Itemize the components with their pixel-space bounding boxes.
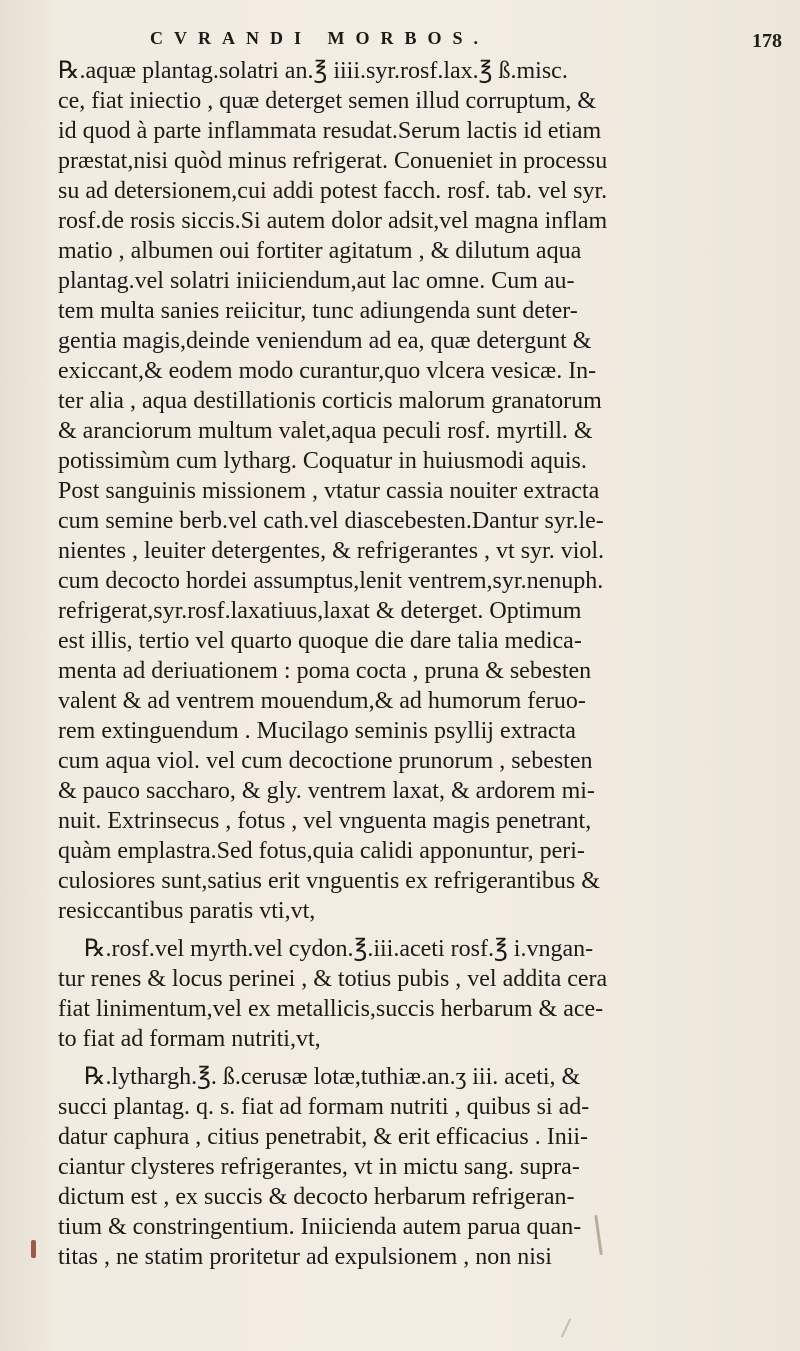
text-line: refrigerat,syr.rosf.laxatiuus,laxat & deterget. Optimum: [58, 598, 582, 624]
text-line: su ad detersionem,cui addi potest facch. rosf. tab. vel syr.: [58, 178, 608, 204]
text-line: fiat linimentum,vel ex metallicis,succis herbarum & ace-: [58, 996, 604, 1022]
text-line: cum aqua viol. vel cum decoctione prunorum , sebesten: [58, 748, 593, 774]
text-line: menta ad deriuationem : poma cocta , pruna & sebesten: [58, 658, 592, 684]
text-line: ce, fiat iniectio , quæ deterget semen illud corruptum, &: [58, 88, 597, 114]
text-line: ciantur clysteres refrigerantes, vt in mictu sang. supra-: [58, 1154, 580, 1180]
text-line: quàm emplastra.Sed fotus,quia calidi apponuntur, peri-: [58, 838, 585, 864]
text-line: exiccant,& eodem modo curantur,quo vlcera vesicæ. In-: [58, 358, 597, 384]
text-line: tem multa sanies reiicitur, tunc adiungenda sunt deter-: [58, 298, 578, 324]
recipe-line: ℞.rosf.vel myrth.vel cydon.℥.iii.aceti rosf.℥ i.vngan-: [84, 936, 594, 962]
text-line: succi plantag. q. s. fiat ad formam nutriti , quibus si ad-: [58, 1094, 590, 1120]
paragraph-1: [58, 56, 770, 926]
text-line: cum decocto hordei assumptus,lenit ventrem,syr.nenuph.: [58, 568, 604, 594]
ink-spot: [31, 1240, 36, 1258]
text-line: dictum est , ex succis & decocto herbarum refrigeran-: [58, 1184, 575, 1210]
recipe-line: ℞.lythargh.℥. ß.cerusæ lotæ,tuthiæ.an.ʒ iii. aceti, &: [84, 1064, 581, 1090]
text-line: titas , ne statim proritetur ad expulsionem , non nisi: [58, 1244, 552, 1270]
text-line: tur renes & locus perinei , & totius pubis , vel addita cera: [58, 966, 608, 992]
text-line: resiccantibus paratis vti,vt,: [58, 898, 316, 924]
text-line: datur caphura , citius penetrabit, & erit efficacius . Inii-: [58, 1124, 589, 1150]
text-line: cum semine berb.vel cath.vel diascebesten.Dantur syr.le-: [58, 508, 604, 534]
text-line: nuit. Extrinsecus , fotus , vel vnguenta magis penetrant,: [58, 808, 592, 834]
text-line: ℞.aquæ plantag.solatri an.℥ iiii.syr.rosf.lax.℥ ß.misc.: [58, 58, 568, 84]
paper-scratch-mark: [561, 1319, 571, 1338]
page-number: 178: [752, 30, 782, 52]
text-line: potissimùm cum lytharg. Coquatur in huiusmodi aquis.: [58, 448, 587, 474]
text-line: gentia magis,deinde veniendum ad ea, quæ detergunt &: [58, 328, 592, 354]
recipe-paragraph-2: [58, 1062, 770, 1272]
text-line: rosf.de rosis siccis.Si autem dolor adsit,vel magna inflam: [58, 208, 608, 234]
text-line: culosiores sunt,satius erit vnguentis ex refrigerantibus &: [58, 868, 600, 894]
text-line: plantag.vel solatri iniiciendum,aut lac omne. Cum au-: [58, 268, 575, 294]
text-line: to fiat ad formam nutriti,vt,: [58, 1026, 321, 1052]
recipe-paragraph-1: [58, 934, 770, 1054]
text-body: [58, 56, 770, 1272]
running-title: CVRANDI MORBOS.: [150, 28, 490, 48]
text-line: Post sanguinis missionem , vtatur cassia nouiter extracta: [58, 478, 600, 504]
text-line: & pauco saccharo, & gly. ventrem laxat, & ardorem mi-: [58, 778, 595, 804]
text-line: valent & ad ventrem mouendum,& ad humorum feruo-: [58, 688, 586, 714]
text-line: & aranciorum multum valet,aqua peculi rosf. myrtill. &: [58, 418, 593, 444]
text-line: id quod à parte inflammata resudat.Serum lactis id etiam: [58, 118, 602, 144]
text-line: ter alia , aqua destillationis corticis malorum granatorum: [58, 388, 602, 414]
text-line: nientes , leuiter detergentes, & refrigerantes , vt syr. viol.: [58, 538, 605, 564]
text-line: est illis, tertio vel quarto quoque die dare talia medica-: [58, 628, 582, 654]
text-line: tium & constringentium. Iniicienda autem parua quan-: [58, 1214, 582, 1240]
text-line: rem extinguendum . Mucilago seminis psyllij extracta: [58, 718, 576, 744]
text-line: præstat,nisi quòd minus refrigerat. Conueniet in processu: [58, 148, 608, 174]
text-line: matio , albumen oui fortiter agitatum , & dilutum aqua: [58, 238, 582, 264]
